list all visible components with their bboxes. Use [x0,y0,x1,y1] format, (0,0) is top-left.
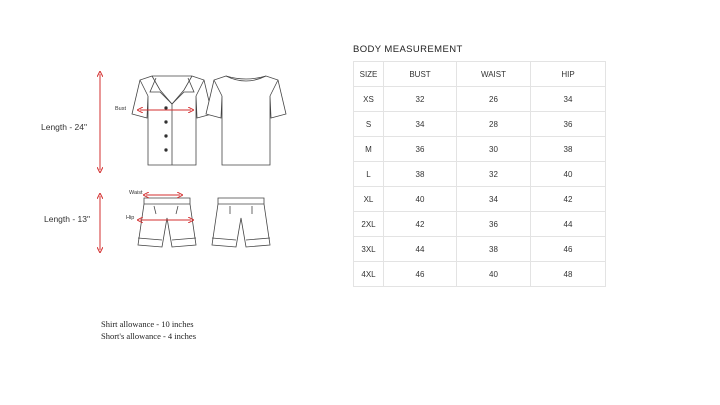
size-cell: 3XL [354,237,384,262]
hip-label: Hip [126,215,135,221]
size-cell: M [354,137,384,162]
size-chart-table [353,61,606,287]
column-header: WAIST [457,62,531,87]
size-cell: XS [354,87,384,112]
size-cell: XL [354,187,384,212]
waist-cell: 28 [457,112,531,137]
table-row [354,112,606,137]
hip-cell: 48 [531,262,606,287]
bust-cell: 40 [384,187,457,212]
shirt-length-label: Length - 24" [41,122,88,132]
table-header-row [354,62,606,87]
shorts-front-drawing [138,198,196,247]
bust-cell: 36 [384,137,457,162]
waist-cell: 40 [457,262,531,287]
table-row [354,87,606,112]
table-row [354,137,606,162]
table-row [354,162,606,187]
bust-cell: 32 [384,87,457,112]
hip-cell: 44 [531,212,606,237]
bust-cell: 38 [384,162,457,187]
waist-cell: 30 [457,137,531,162]
table-title: BODY MEASUREMENT [353,44,463,55]
hip-cell: 38 [531,137,606,162]
waist-cell: 38 [457,237,531,262]
hip-cell: 42 [531,187,606,212]
waist-cell: 26 [457,87,531,112]
size-cell: 2XL [354,212,384,237]
waist-cell: 34 [457,187,531,212]
shirt-back-drawing [206,76,286,165]
bust-cell: 42 [384,212,457,237]
shorts-length-label: Length - 13" [44,214,91,224]
waist-label: Waist [129,190,143,196]
bust-cell: 46 [384,262,457,287]
waist-cell: 32 [457,162,531,187]
column-header: HIP [531,62,606,87]
shirt-front-drawing [132,76,212,165]
table-row [354,262,606,287]
shirt-allowance-note: Shirt allowance - 10 inches [101,319,194,329]
size-cell: L [354,162,384,187]
bust-label: Bust [115,106,127,112]
table-row [354,187,606,212]
hip-cell: 40 [531,162,606,187]
hip-cell: 36 [531,112,606,137]
hip-cell: 34 [531,87,606,112]
column-header: BUST [384,62,457,87]
bust-cell: 44 [384,237,457,262]
size-cell: S [354,112,384,137]
shorts-back-drawing [212,198,270,247]
table-row [354,237,606,262]
column-header: SIZE [354,62,384,87]
hip-cell: 46 [531,237,606,262]
bust-cell: 34 [384,112,457,137]
size-cell: 4XL [354,262,384,287]
waist-cell: 36 [457,212,531,237]
shorts-allowance-note: Short's allowance - 4 inches [101,331,197,341]
table-row [354,212,606,237]
garment-diagram [0,0,340,300]
